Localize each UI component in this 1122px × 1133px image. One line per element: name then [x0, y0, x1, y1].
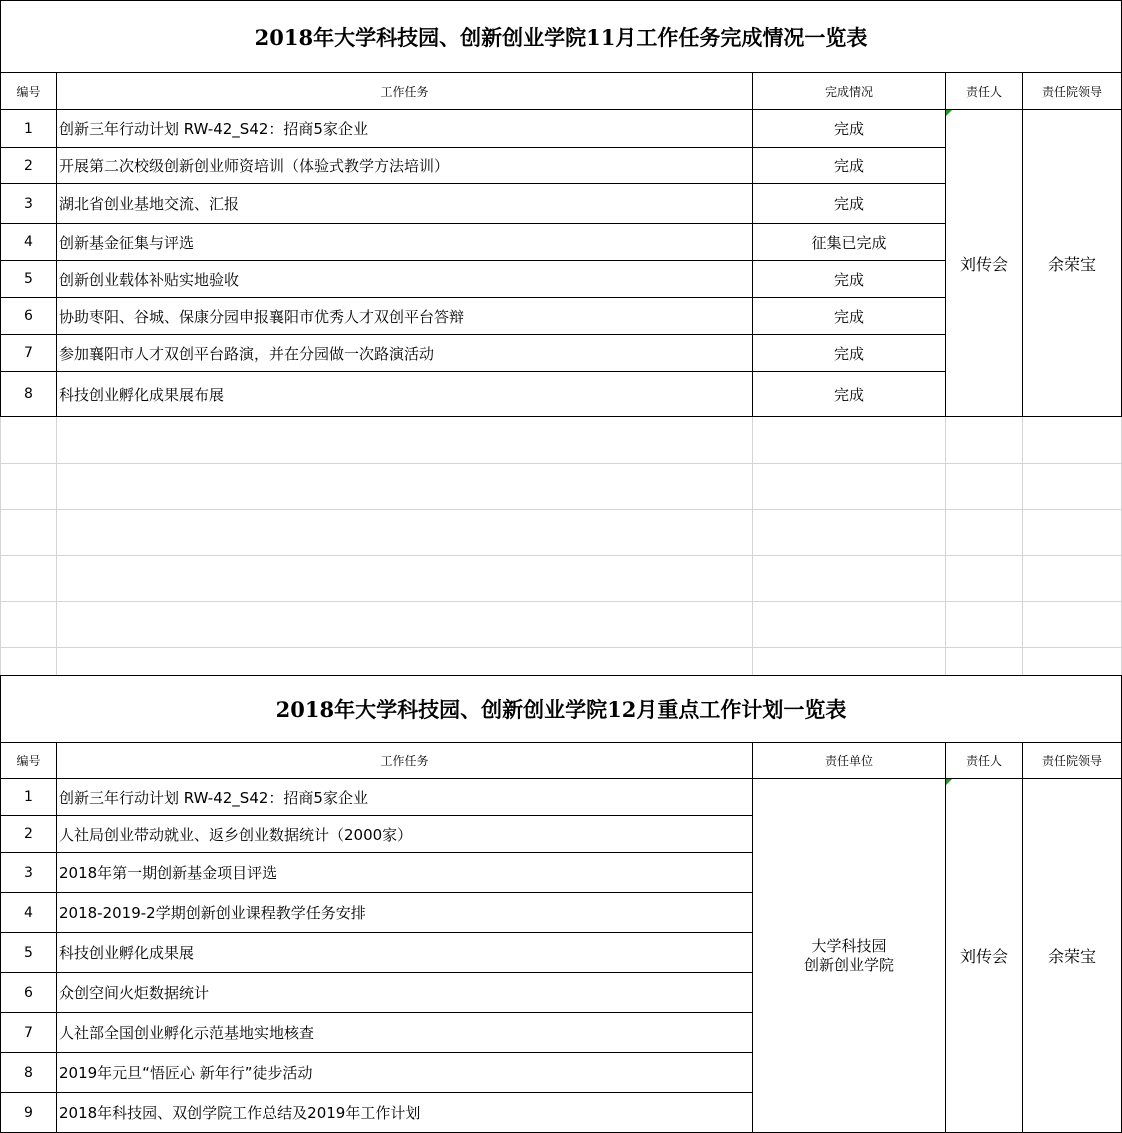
task-cell: 创新基金征集与评选	[59, 233, 195, 252]
status-cell: 完成	[833, 344, 864, 363]
task-cell: 2018年第一期创新基金项目评选	[59, 864, 278, 882]
row-number: 3	[24, 864, 33, 881]
row-number: 9	[24, 1104, 33, 1121]
header-task: 工作任务	[380, 84, 429, 99]
row-number: 8	[24, 386, 33, 402]
task-cell: 参加襄阳市人才双创平台路演，并在分园做一次路演活动	[59, 344, 435, 363]
row-number: 6	[24, 984, 33, 1001]
row-number: 6	[24, 308, 33, 324]
row-number: 1	[24, 789, 33, 805]
row-number: 8	[24, 1064, 33, 1081]
status-cell: 完成	[833, 195, 864, 213]
task-cell: 创新创业载体补贴实地验收	[59, 270, 240, 289]
task-cell: 众创空间火炬数据统计	[59, 984, 210, 1002]
gridline	[945, 417, 946, 675]
task-cell: 创新三年行动计划 RW-42_S42：招商5家企业	[59, 120, 368, 138]
task-cell: 协助枣阳、谷城、保康分园申报襄阳市优秀人才双创平台答辩	[59, 307, 465, 326]
table1-title: 2018年大学科技园、创新创业学院11月工作任务完成情况一览表	[254, 24, 868, 50]
task-cell: 湖北省创业基地交流、汇报	[59, 195, 240, 213]
task-cell: 人社部全国创业孵化示范基地实地核查	[59, 1024, 315, 1042]
leader-cell: 余荣宝	[1047, 947, 1096, 966]
task-cell: 创新三年行动计划 RW-42_S42：招商5家企业	[59, 788, 368, 807]
owner-cell: 刘传会	[959, 947, 1008, 966]
header-no: 编号	[16, 754, 41, 768]
gridline	[0, 416, 1122, 417]
task-cell: 2018年科技园、双创学院工作总结及2019年工作计划	[59, 1104, 421, 1122]
gridline	[0, 463, 1122, 464]
header-status: 完成情况	[824, 84, 873, 99]
gridline	[0, 509, 1122, 510]
task-cell: 人社局创业带动就业、返乡创业数据统计（2000家）	[59, 825, 413, 844]
row-number: 4	[24, 904, 33, 921]
status-cell: 完成	[833, 385, 864, 404]
status-cell: 征集已完成	[811, 233, 887, 252]
unit-line: 大学科技园	[811, 936, 887, 955]
header-leader: 责任院领导	[1041, 754, 1102, 768]
unit-line: 创新创业学院	[803, 955, 894, 974]
gridline	[0, 601, 1122, 602]
gridline	[752, 417, 753, 675]
task-cell: 科技创业孵化成果展布展	[59, 385, 225, 404]
gridline	[0, 647, 1122, 648]
owner-cell: 刘传会	[959, 254, 1008, 274]
header-owner: 责任人	[965, 754, 1002, 768]
table2-title: 2018年大学科技园、创新创业学院12月重点工作计划一览表	[275, 697, 847, 722]
status-cell: 完成	[833, 120, 864, 138]
row-number: 3	[24, 195, 33, 212]
gridline	[0, 417, 1, 675]
row-number: 5	[24, 271, 33, 287]
status-cell: 完成	[833, 307, 864, 326]
row-number: 7	[24, 345, 33, 361]
row-number: 2	[24, 826, 33, 842]
unit-cell	[753, 779, 945, 1132]
status-cell: 完成	[833, 157, 864, 175]
row-number: 2	[24, 157, 33, 174]
header-task: 工作任务	[380, 754, 429, 768]
task-cell: 开展第二次校级创新创业师资培训（体验式教学方法培训）	[59, 157, 450, 175]
header-leader: 责任院领导	[1041, 84, 1102, 99]
status-cell: 完成	[833, 270, 864, 289]
header-unit: 责任单位	[824, 754, 873, 768]
gridline	[56, 417, 57, 675]
task-cell: 科技创业孵化成果展	[59, 944, 195, 962]
row-number: 5	[24, 944, 33, 961]
task-cell: 2019年元旦“悟匠心 新年行”徒步活动	[59, 1064, 313, 1082]
header-no: 编号	[16, 84, 41, 99]
row-number: 4	[24, 234, 33, 250]
gridline	[0, 555, 1122, 556]
header-owner: 责任人	[965, 84, 1002, 99]
row-number: 7	[24, 1024, 33, 1041]
task-cell: 2018-2019-2学期创新创业课程教学任务安排	[59, 904, 366, 922]
leader-cell: 余荣宝	[1047, 254, 1096, 274]
gridline	[1022, 417, 1023, 675]
row-number: 1	[24, 120, 33, 137]
